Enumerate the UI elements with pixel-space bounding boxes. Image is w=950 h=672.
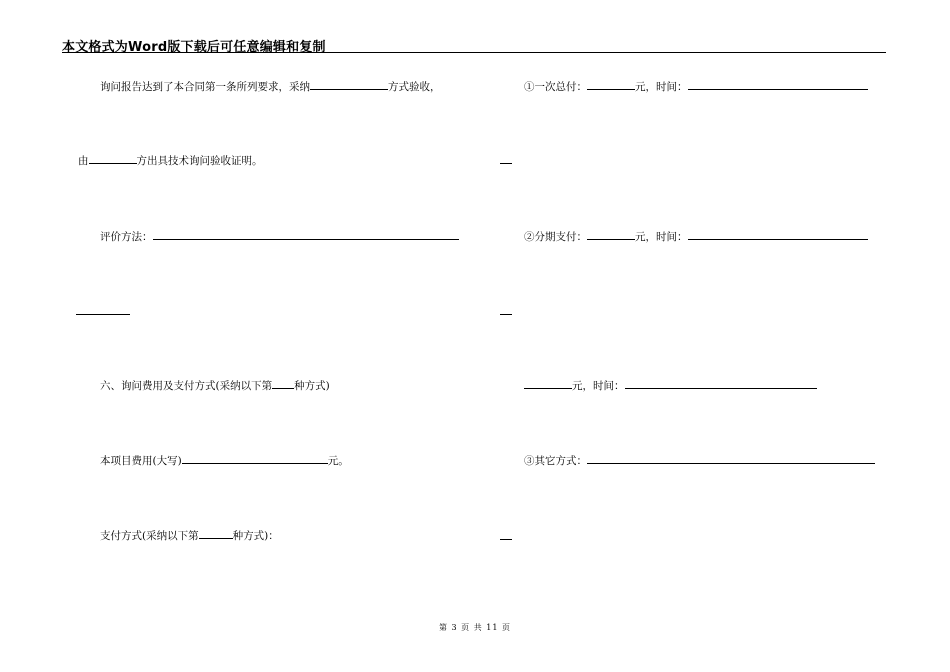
page-header-title: 本文格式为Word版下载后可任意编辑和复制	[62, 40, 326, 55]
payment-method-prefix: 支付方式(采纳以下第	[100, 530, 199, 542]
other-method-prefix: ③其它方式：	[524, 455, 587, 467]
header-rule	[62, 52, 886, 53]
certificate-party-blank[interactable]	[89, 153, 137, 164]
installment-prefix: ②分期支付：	[524, 231, 587, 243]
section-six-prefix: 六、询问费用及支付方式(采纳以下第	[100, 380, 273, 392]
lump-sum-prefix: ①一次总付：	[524, 81, 587, 93]
project-fee-prefix: 本项目费用(大写)	[100, 455, 182, 467]
section-six-option-blank[interactable]	[272, 378, 294, 389]
installment-2-time-blank[interactable]	[625, 378, 817, 389]
section-six-heading	[100, 378, 330, 393]
gap-dash	[500, 539, 512, 540]
installment-2-mid: 元，时间：	[572, 380, 625, 392]
project-fee-line	[100, 453, 349, 468]
other-method-line	[524, 453, 875, 468]
lump-sum-time-blank[interactable]	[688, 79, 868, 90]
installment-line	[524, 229, 868, 244]
project-fee-amount-blank[interactable]	[182, 453, 328, 464]
section-six-suffix: 种方式)	[294, 380, 330, 392]
lump-sum-line	[524, 79, 868, 94]
lump-sum-amount-blank[interactable]	[587, 79, 635, 90]
acceptance-prefix: 询问报告达到了本合同第一条所列要求，采纳	[100, 81, 310, 93]
other-method-blank[interactable]	[587, 453, 875, 464]
evaluation-line	[100, 229, 459, 244]
acceptance-line	[100, 79, 441, 94]
payment-method-line	[100, 528, 279, 543]
installment-time-blank[interactable]	[688, 229, 868, 240]
acceptance-suffix: 方式验收，	[388, 81, 441, 93]
evaluation-label: 评价方法：	[100, 231, 153, 243]
installment-mid: 元，时间：	[635, 231, 688, 243]
lump-sum-mid: 元，时间：	[635, 81, 688, 93]
certificate-line	[78, 153, 263, 168]
payment-method-option-blank[interactable]	[199, 528, 233, 539]
payment-method-suffix: 种方式)：	[232, 530, 279, 542]
gap-dash	[500, 163, 512, 164]
page-number: 第 3 页 共 11 页	[439, 623, 511, 632]
certificate-prefix: 由	[78, 155, 89, 167]
installment-continuation-line	[524, 378, 817, 393]
acceptance-method-blank[interactable]	[310, 79, 388, 90]
certificate-suffix: 方出具技术询问验收证明。	[136, 155, 263, 167]
project-fee-suffix: 元。	[327, 455, 349, 467]
evaluation-method-blank[interactable]	[153, 229, 459, 240]
installment-amount-blank[interactable]	[587, 229, 635, 240]
installment-2-amount-blank[interactable]	[524, 378, 572, 389]
gap-dash	[500, 314, 512, 315]
evaluation-continuation-blank[interactable]	[76, 314, 130, 315]
